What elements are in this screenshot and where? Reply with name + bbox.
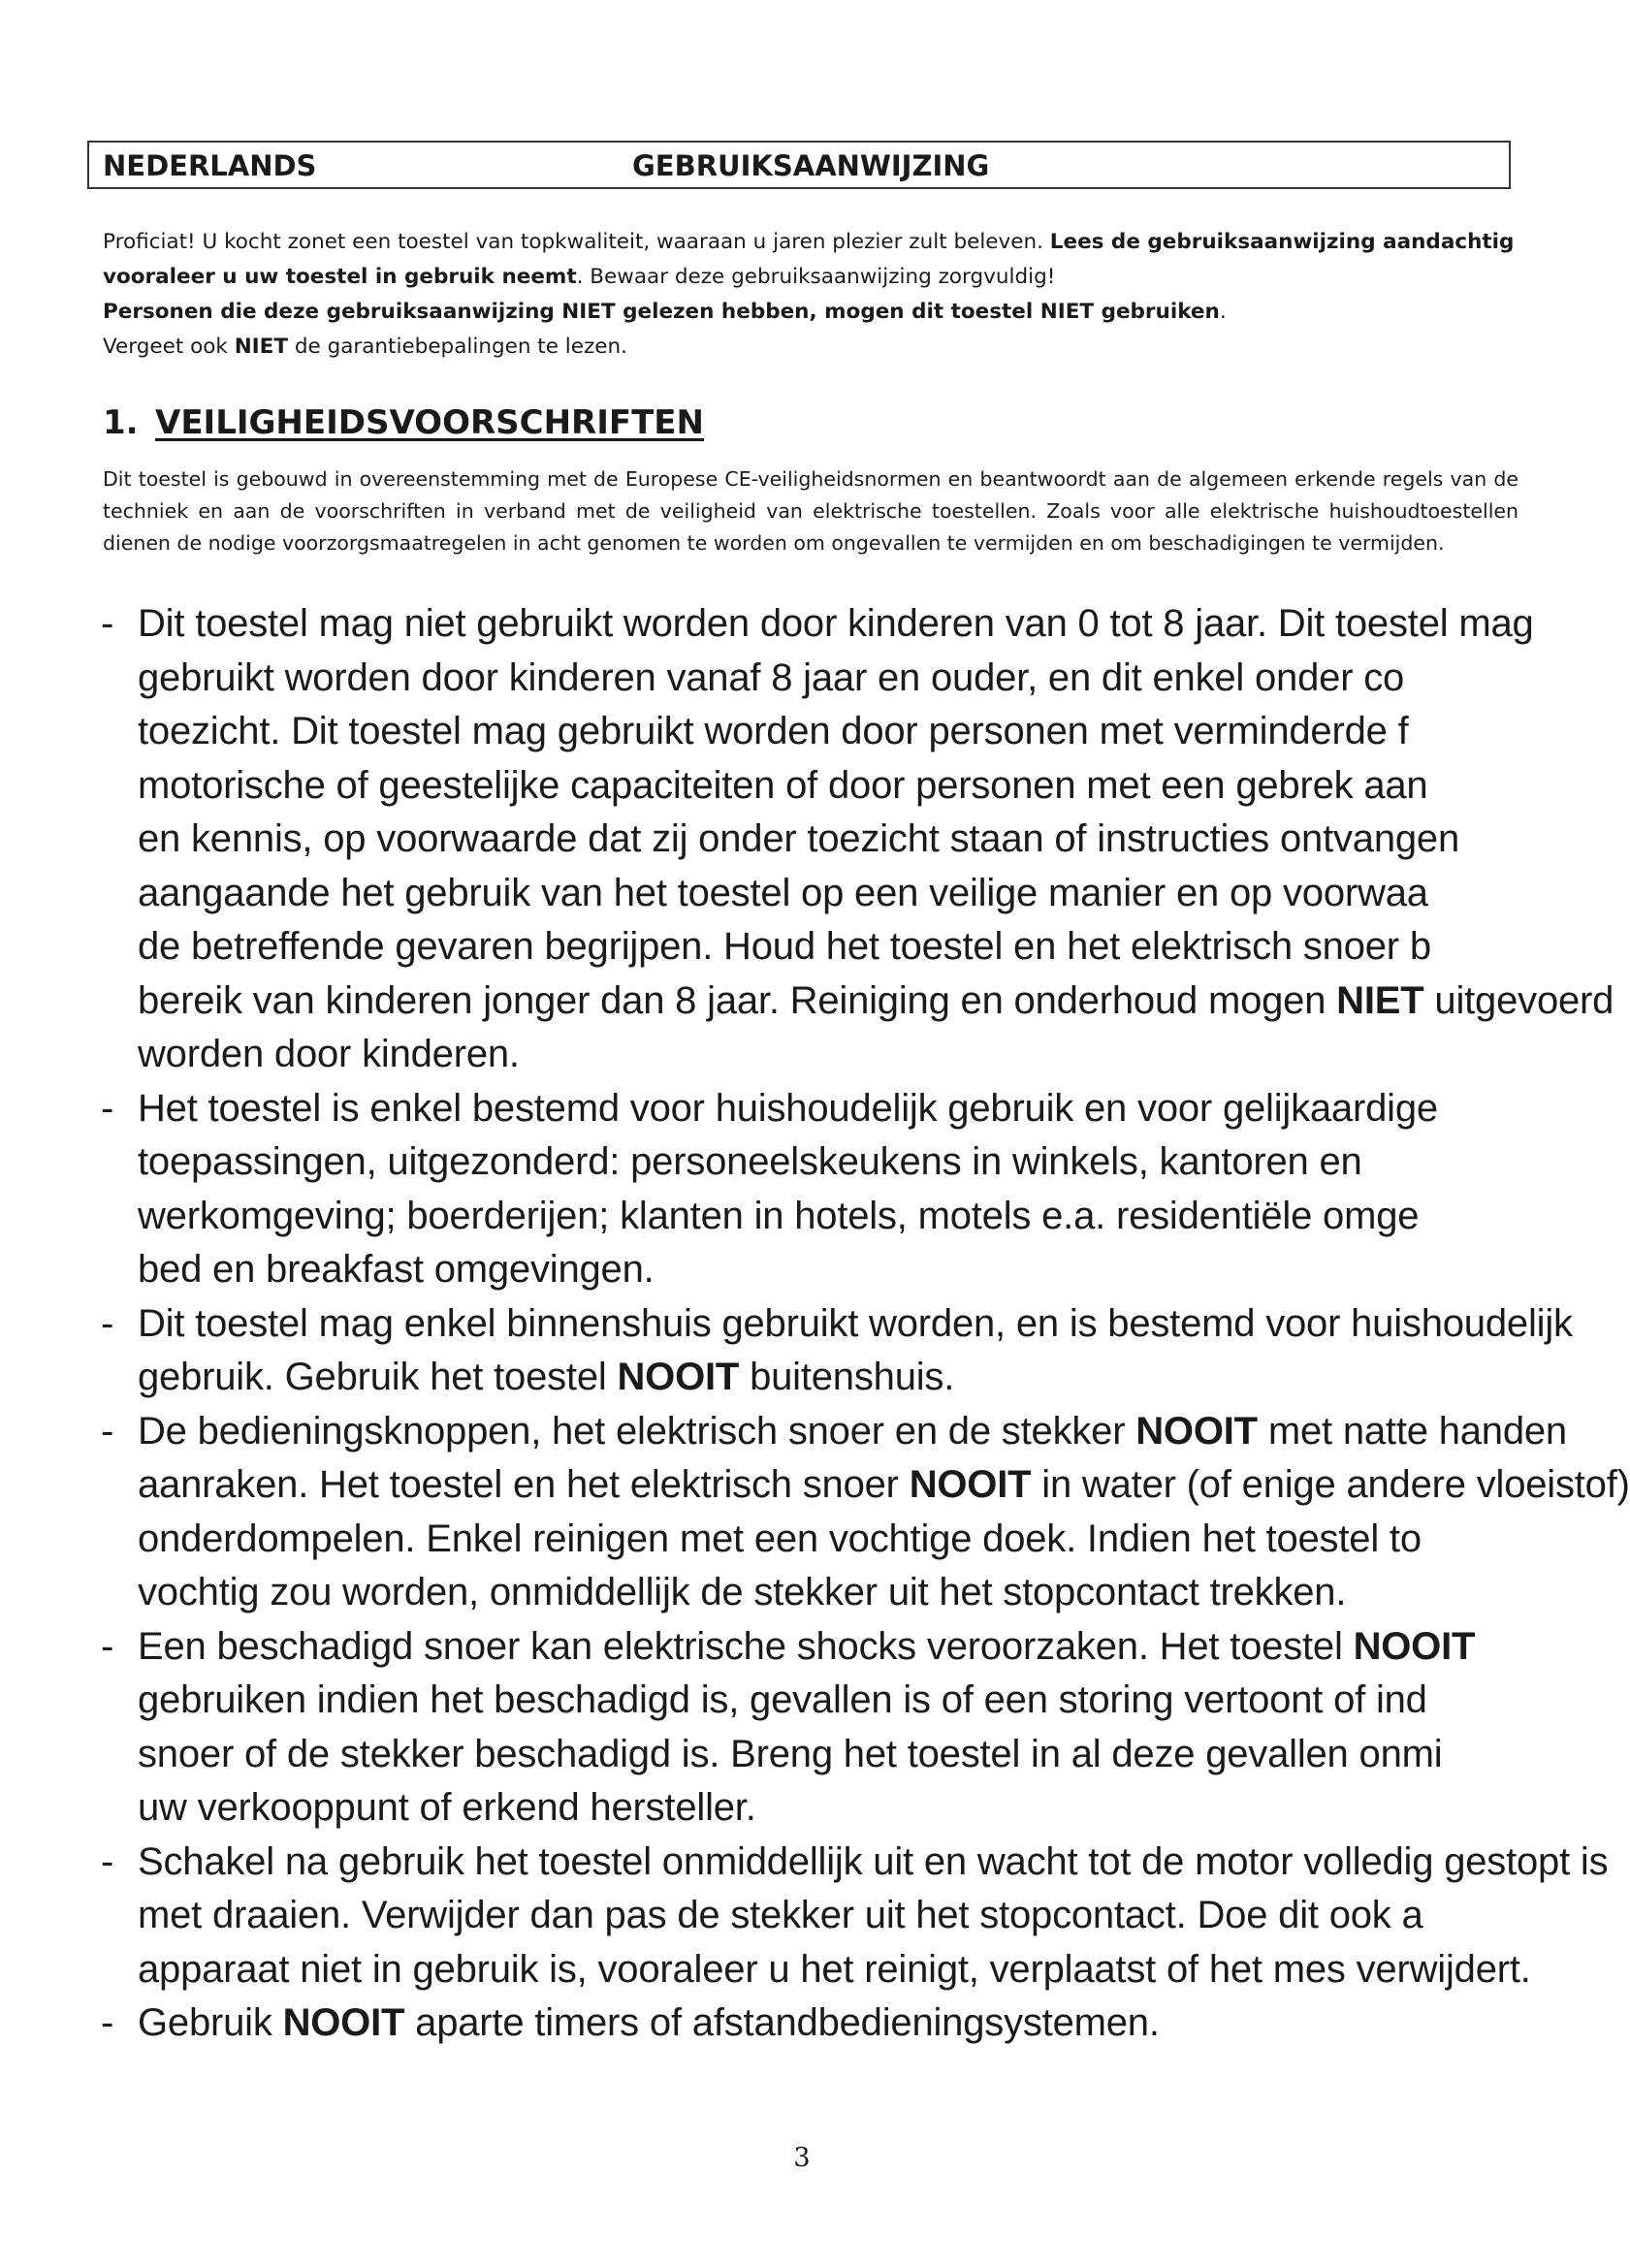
bullet-line: Schakel na gebruik het toestel onmiddellijk uit en wacht tot de motor volledig gestopt is bbox=[138, 1839, 1609, 1883]
bullet-text: in water (of enige andere vloeistof) bbox=[1031, 1463, 1630, 1506]
bullet-line bbox=[138, 974, 1614, 1029]
intro-text: . Bewaar deze gebruiksaanwijzing zorgvuldig! bbox=[576, 265, 1056, 289]
bullet-bold-text: NOOIT bbox=[1135, 1409, 1258, 1453]
bullet-line bbox=[138, 1458, 1630, 1513]
bullet-line: de betreffende gevaren begrijpen. Houd het toestel en het elektrisch snoer b bbox=[138, 925, 1431, 968]
intro-bold-text: Personen die deze gebruiksaanwijzing NIET gelezen hebben, mogen dit toestel NIET gebruiken bbox=[103, 300, 1220, 324]
bullet-line: toezicht. Dit toestel mag gebruikt worden door personen met verminderde f bbox=[138, 710, 1409, 752]
bullet-line: snoer of de stekker beschadigd is. Breng het toestel in al deze gevallen onmi bbox=[138, 1732, 1443, 1775]
bullet-dash: - bbox=[101, 2001, 114, 2044]
bullet-text: Een beschadigd snoer kan elektrische shocks veroorzaken. Het toestel bbox=[138, 1624, 1354, 1668]
bullet-dash: - bbox=[101, 602, 114, 645]
bullet-dash: - bbox=[101, 1301, 114, 1345]
intro-text: Vergeet ook bbox=[103, 335, 235, 359]
bullet-bold-text: NIET bbox=[1336, 978, 1424, 1022]
intro-text: . bbox=[1219, 300, 1227, 324]
bullet-line bbox=[138, 1351, 1534, 1405]
bullet-text: aanraken. Het toestel en het elektrisch snoer bbox=[138, 1463, 910, 1506]
bullet-bold-text: NOOIT bbox=[282, 2001, 405, 2044]
bullet-line: Dit toestel mag enkel binnenshuis gebruikt worden, en is bestemd voor huishoudelijk bbox=[138, 1301, 1573, 1345]
bullet-line: gebruikt worden door kinderen vanaf 8 jaar en ouder, en dit enkel onder co bbox=[138, 655, 1405, 699]
bullet-line: gebruiken indien het beschadigd is, gevallen is of een storing vertoont of ind bbox=[138, 1678, 1427, 1721]
bullet-line bbox=[138, 1405, 1567, 1459]
section-intro bbox=[103, 463, 1518, 559]
section-title: VEILIGHEIDSVOORSCHRIFTEN bbox=[155, 403, 704, 442]
bullet-item-children bbox=[0, 597, 1614, 1082]
bullet-text: bereik van kinderen jonger dan 8 jaar. Reiniging en onderhoud mogen bbox=[138, 978, 1337, 1022]
bullet-item-timers bbox=[0, 1996, 1534, 2051]
bullet-bold-text: NOOIT bbox=[617, 1356, 740, 1398]
intro-paragraph-1 bbox=[103, 225, 1518, 295]
bullet-line: met draaien. Verwijder dan pas de stekker uit het stopcontact. Doe dit ook a bbox=[138, 1894, 1423, 1936]
bullet-line: bed en breakfast omgevingen. bbox=[138, 1248, 655, 1291]
header-box bbox=[87, 141, 1511, 189]
section-number: 1. bbox=[103, 403, 139, 442]
bullet-line: vochtig zou worden, onmiddellijk de stekker uit het stopcontact trekken. bbox=[138, 1571, 1347, 1613]
bullet-text: gebruik. Gebruik het toestel bbox=[138, 1356, 618, 1398]
bullet-item-indoor-use bbox=[0, 1297, 1573, 1405]
bullet-dash: - bbox=[101, 1086, 114, 1130]
bullet-dash: - bbox=[101, 1839, 114, 1883]
bullet-line: aangaande het gebruik van het toestel op een veilige manier en op voorwaa bbox=[138, 871, 1428, 914]
bullet-text: buitenshuis. bbox=[739, 1356, 955, 1398]
intro-bold-text: NIET bbox=[234, 335, 289, 359]
bullet-line: toepassingen, uitgezonderd: personeelskeukens in winkels, kantoren en bbox=[138, 1140, 1362, 1183]
bullet-line: apparaat niet in gebruik is, vooraleer u het reinigt, verplaatst of het mes verwijdert. bbox=[138, 1947, 1531, 1991]
safety-bullet-list bbox=[0, 597, 1630, 2110]
bullet-dash: - bbox=[101, 1409, 114, 1453]
section-intro-paragraph: Dit toestel is gebouwd in overeenstemming met de Europese CE-veiligheidsnormen en beantwoordt aan de algemeen erkende regels van de techniek en aan de voorschriften in verband met de veiligheid van elektrische toestellen. Zoals voor alle elektrische huishoudtoestellen dienen de nodige voorzorgsmaatregelen in acht genomen te worden om ongevallen te vermijden en om beschadigingen te vermijden. bbox=[103, 467, 1518, 555]
header-doc-title: GEBRUIKSAANWIJZING bbox=[632, 149, 990, 182]
bullet-item-wet-hands bbox=[0, 1405, 1630, 1620]
bullet-bold-text: NOOIT bbox=[909, 1463, 1032, 1506]
page-number: 3 bbox=[793, 2143, 811, 2173]
bullet-text: met natte handen bbox=[1257, 1409, 1567, 1453]
intro-block bbox=[103, 225, 1518, 365]
intro-text: Proficiat! U kocht zonet een toestel van topkwaliteit, waaraan u jaren plezier zult beleven. bbox=[103, 230, 1050, 254]
bullet-line: onderdompelen. Enkel reinigen met een vochtige doek. Indien het toestel to bbox=[138, 1517, 1422, 1560]
bullet-line: en kennis, op voorwaarde dat zij onder toezicht staan of instructies ontvangen bbox=[138, 817, 1460, 860]
bullet-dash: - bbox=[101, 1624, 114, 1668]
bullet-line: motorische of geestelijke capaciteiten of door personen met een gebrek aan bbox=[138, 763, 1428, 807]
intro-text: de garantiebepalingen te lezen. bbox=[288, 335, 627, 359]
bullet-text: uitgevoerd bbox=[1423, 978, 1614, 1022]
bullet-bold-text: NOOIT bbox=[1353, 1624, 1476, 1668]
bullet-line: uw verkooppunt of erkend hersteller. bbox=[138, 1786, 756, 1829]
bullet-line: worden door kinderen. bbox=[138, 1033, 520, 1075]
bullet-text: aparte timers of afstandbedieningsystemen. bbox=[404, 2001, 1160, 2044]
bullet-item-damaged-cord bbox=[0, 1620, 1534, 1836]
bullet-item-switch-off bbox=[0, 1836, 1609, 1997]
bullet-line: werkomgeving; boerderijen; klanten in hotels, motels e.a. residentiële omge bbox=[138, 1194, 1420, 1237]
bullet-line: Het toestel is enkel bestemd voor huishoudelijk gebruik en voor gelijkaardige bbox=[138, 1086, 1438, 1130]
bullet-line: Dit toestel mag niet gebruikt worden door kinderen van 0 tot 8 jaar. Dit toestel mag bbox=[138, 602, 1534, 645]
intro-paragraph-3 bbox=[103, 330, 1518, 365]
section-heading bbox=[103, 401, 704, 444]
header-language: NEDERLANDS bbox=[103, 149, 317, 182]
intro-bold-text: Lees de gebruiksaanwijzing aandachtig vooraleer u uw toestel in gebruik neemt bbox=[103, 230, 1515, 289]
bullet-line bbox=[138, 1620, 1534, 1675]
intro-paragraph-2 bbox=[103, 295, 1518, 330]
bullet-item-household-use bbox=[0, 1082, 1534, 1297]
bullet-text: Gebruik bbox=[138, 2001, 283, 2044]
bullet-line bbox=[138, 1996, 1534, 2051]
bullet-text: De bedieningsknoppen, het elektrisch snoer en de stekker bbox=[138, 1409, 1136, 1453]
